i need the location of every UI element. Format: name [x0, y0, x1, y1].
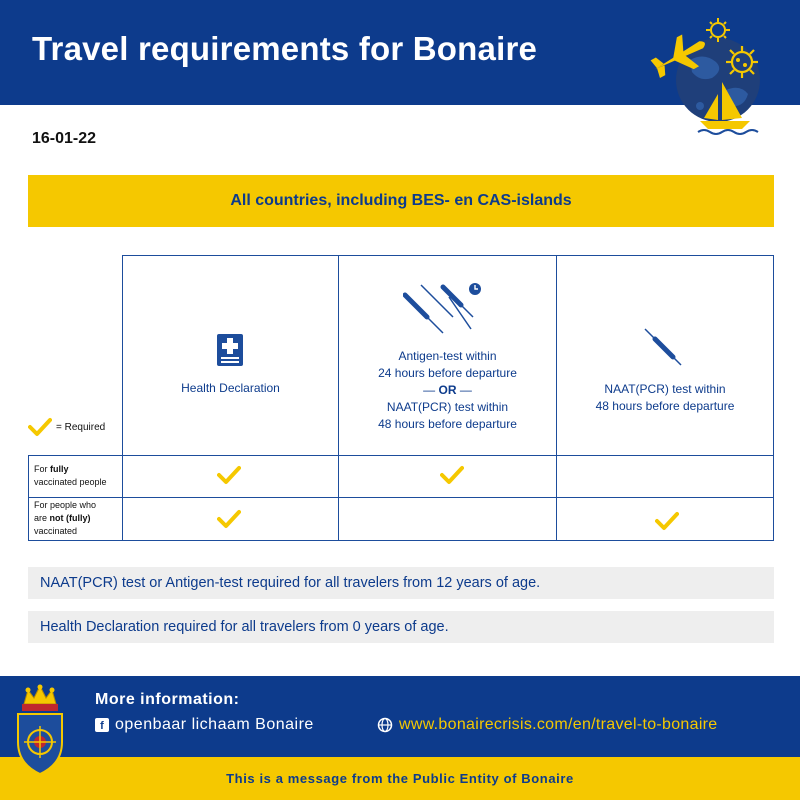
- row-label-fully-vaccinated: [34, 463, 107, 489]
- note-age-declaration: Health Declaration required for all travelers from 0 years of age.: [28, 611, 774, 643]
- travel-illustration: [638, 8, 778, 136]
- footer-message: This is a message from the Public Entity of Bonaire: [226, 771, 574, 786]
- facebook-icon: f: [95, 718, 109, 732]
- footer-info-bar: [0, 676, 800, 757]
- grid-line: [773, 255, 774, 541]
- website-text: www.bonairecrisis.com/en/travel-to-bonaire: [399, 716, 718, 733]
- virus-icon: [726, 46, 758, 78]
- page-title: Travel requirements for Bonaire: [32, 30, 538, 67]
- grid-line: [122, 255, 123, 541]
- check-icon: [440, 465, 464, 485]
- row1-line2: vaccinated people: [34, 477, 107, 487]
- grid-line: [122, 255, 774, 256]
- facebook-text: openbaar lichaam Bonaire: [115, 716, 314, 733]
- grid-line: [28, 455, 29, 541]
- pcr-line1: NAAT(PCR) test within: [604, 382, 726, 396]
- clock-icon: [468, 282, 482, 296]
- row2-prefix: are: [34, 513, 50, 523]
- date: 16-01-22: [32, 130, 97, 147]
- row1-bold: fully: [50, 464, 69, 474]
- row2-line1: For people who: [34, 500, 97, 510]
- or-dash-right: —: [456, 383, 472, 397]
- antigen-line2: 24 hours before departure: [378, 366, 517, 380]
- swab-icon: [643, 327, 687, 367]
- legend: [28, 417, 105, 437]
- requirements-table: [28, 255, 774, 541]
- footer-message-bar: [0, 757, 800, 800]
- pcr-line2: 48 hours before departure: [595, 399, 735, 413]
- globe-web-icon: [377, 717, 393, 733]
- naat-line1: NAAT(PCR) test within: [386, 400, 509, 414]
- coat-of-arms-icon: [12, 684, 68, 796]
- row2-bold: not (fully): [49, 513, 91, 523]
- audience-banner: [28, 175, 774, 227]
- or-dash-left: —: [423, 383, 439, 397]
- note-age-test: NAAT(PCR) test or Antigen-test required for all travelers from 12 years of age.: [28, 567, 774, 599]
- column-header-pcr: [557, 381, 773, 415]
- grid-line: [28, 455, 774, 456]
- naat-line2: 48 hours before departure: [378, 417, 517, 431]
- grid-line: [28, 497, 774, 498]
- row1-prefix: For: [34, 464, 51, 474]
- more-info-label: More information:: [95, 691, 240, 708]
- row2-line3: vaccinated: [34, 526, 78, 536]
- check-icon: [217, 465, 241, 485]
- virus-icon: [706, 18, 730, 42]
- health-declaration-icon: [216, 333, 244, 367]
- banner-text: All countries, including BES- en CAS-islands: [230, 192, 572, 209]
- facebook-link[interactable]: [95, 716, 314, 734]
- row-label-not-vaccinated: [34, 499, 96, 538]
- website-link[interactable]: [377, 716, 718, 734]
- check-icon: [217, 509, 241, 529]
- antigen-line1: Antigen-test within: [398, 349, 497, 363]
- column-header-health: Health Declaration: [181, 381, 280, 395]
- legend-label: = Required: [56, 421, 106, 433]
- footer: [0, 676, 800, 800]
- check-icon: [655, 511, 679, 531]
- check-icon: [28, 417, 52, 437]
- column-header-antigen: [339, 348, 556, 433]
- or-separator: [339, 382, 556, 399]
- grid-line: [28, 540, 774, 541]
- or-word: OR: [438, 383, 457, 397]
